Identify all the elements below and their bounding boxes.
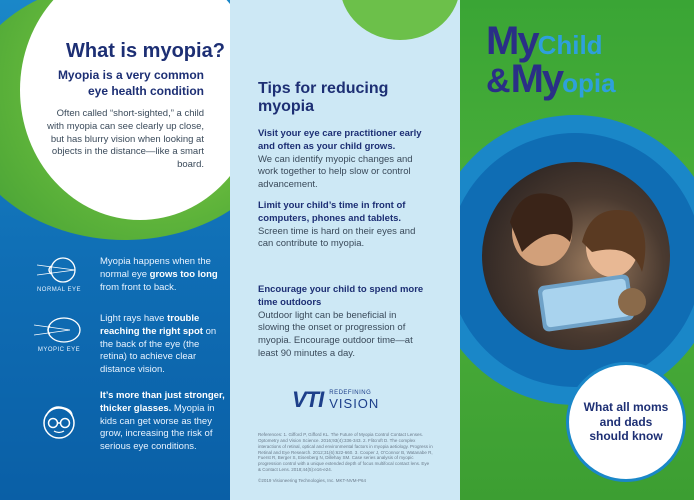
- title-child: Child: [537, 30, 603, 60]
- fact-grows-too-long: Myopia happens when the normal eye grows too long from front to back.: [100, 256, 218, 293]
- title-ampersand: &: [486, 62, 511, 100]
- normal-eye-diagram: [28, 255, 90, 293]
- tips-title: Tips for reducing myopia: [258, 80, 389, 116]
- child-with-glasses-icon: [38, 400, 80, 442]
- title-opia: opia: [562, 68, 616, 98]
- fact-more-than-glasses: It’s more than just stronger, thicker glasses. Myopia in kids can get worse as they grow, increasing the risk of serious eye conditions.: [100, 390, 225, 453]
- myopic-eye-label: MYOPIC EYE: [37, 347, 81, 353]
- myopia-description: Often called “short-sighted,” a child with myopia can see clearly up close, but has blurry vision when looking at objects in the distance—like a smart board.: [47, 108, 204, 171]
- fact-trouble-reaching: Light rays have trouble reaching the right spot on the back of the eye (the retina) to achieve clear distance vision.: [100, 313, 217, 376]
- logo-vision: VISION: [329, 395, 380, 411]
- badge-text: What all moms and dads should know: [583, 400, 669, 444]
- myopic-eye-icon: [34, 315, 84, 345]
- middle-panel: [230, 0, 460, 500]
- references: References: 1. Gifford P, Gifford KL. The Future of Myopia Control Contact Lenses. Optometry and Vision Science. 2016;93(4):336-343. 2. Flitcroft D. The complex interactions of retinal, optical and environmental factors in myopia aetiology. Progress in Retinal and Eye Research. 2012;31(6):622-660. 3. Cooper J, O’Connor B, Watanabe R, Fuerst R, Berger S, Eisenberg N, Dillehay SM. Case series analysis of myopic progression control with a unique extended depth of focus multifocal contact lens. Eye & Contact Lens. 2018;44(5):e16-e24.: [258, 432, 433, 473]
- normal-eye-label: NORMAL EYE: [36, 287, 82, 293]
- tip-heading: Encourage your child to spend more time outdoors: [258, 284, 424, 308]
- tip-body: Screen time is hard on their eyes and can contribute to myopia.: [258, 225, 416, 250]
- tip-heading: Limit your child’s time in front of computers, phones and tablets.: [258, 200, 406, 224]
- right-panel-cover: [460, 0, 694, 500]
- myopia-subtitle: Myopia is a very common eye health condition: [57, 68, 204, 98]
- normal-eye-icon: [37, 255, 81, 285]
- green-bubble: [340, 0, 460, 40]
- tip-outdoors: [258, 284, 428, 361]
- tip-body: We can identify myopic changes and work together to help slow or control advancement.: [258, 153, 413, 191]
- tip-visit-practitioner: [258, 128, 428, 192]
- title-my-2: My: [510, 57, 563, 101]
- tip-heading: Visit your eye care practitioner early and often as your child grows.: [258, 128, 422, 152]
- title-my: My: [486, 19, 538, 63]
- photo-illustration: [482, 162, 670, 350]
- myopic-eye-diagram: [28, 315, 90, 353]
- mother-child-photo: [482, 162, 670, 350]
- brochure-title: [486, 19, 616, 101]
- tip-body: Outdoor light can be beneficial in slowing the onset or progression of myopia. Encourage outdoor time—at least 90 minutes a day.: [258, 309, 413, 360]
- what-is-myopia-title: What is myopia?: [66, 40, 225, 62]
- logo-redefining: REDEFINING: [329, 389, 372, 396]
- logo-vti: VTI: [292, 387, 324, 412]
- tip-limit-screen-time: [258, 200, 428, 251]
- left-panel: [0, 0, 230, 500]
- copyright: ©2019 Visioneering Technologies, Inc. MKT-NVM-P64: [258, 478, 366, 483]
- parents-badge: [566, 362, 686, 482]
- vti-logo: [292, 387, 379, 413]
- child-glasses-diagram: [28, 400, 90, 442]
